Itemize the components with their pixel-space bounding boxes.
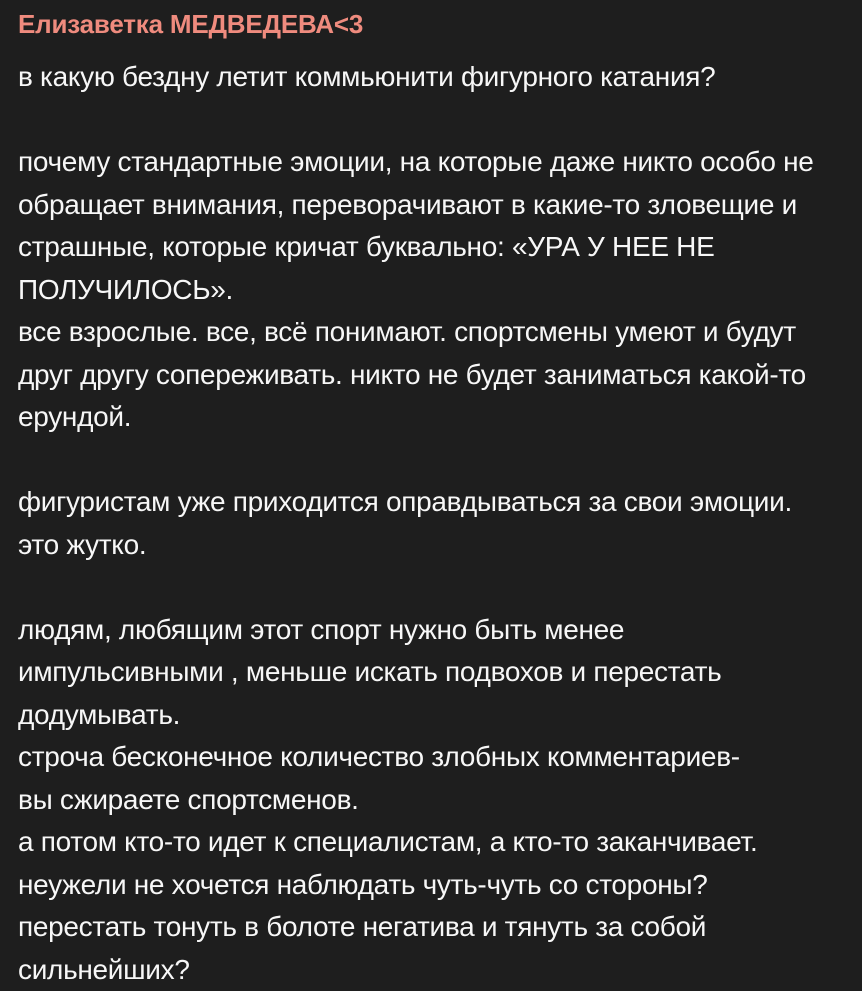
post-text-line: это жутко. [18,524,852,567]
post-text-line: все взрослые. все, всё понимают. спортсмены умеют и будут [18,311,852,354]
post-text-line: сильнейших? [18,949,852,991]
post-text-line: в какую бездну летит коммьюнити фигурного катания? [18,56,852,99]
post-text-line: друг другу сопереживать. никто не будет заниматься какой-то [18,354,852,397]
post-text-line: обращает внимания, переворачивают в какие-то зловещие и [18,184,852,227]
post-text-line [18,566,852,609]
post-text-line: ПОЛУЧИЛОСЬ». [18,269,852,312]
post-text-line: додумывать. [18,694,852,737]
post-text-line [18,99,852,142]
post-text-line: фигуристам уже приходится оправдываться за свои эмоции. [18,481,852,524]
post-text-line: страшные, которые кричат буквально: «УРА У НЕЕ НЕ [18,226,852,269]
post-text-line: вы сжираете спортсменов. [18,779,852,822]
post-text-line [18,439,852,482]
post-text-line: строча бесконечное количество злобных комментариев- [18,736,852,779]
post-text-line: неужели не хочется наблюдать чуть-чуть со стороны? [18,864,852,907]
post-text-line: перестать тонуть в болоте негатива и тянуть за собой [18,906,852,949]
post-text-line: людям, любящим этот спорт нужно быть менее [18,609,852,652]
post-text-line: а потом кто-то идет к специалистам, а кто-то заканчивает. [18,821,852,864]
post-text-line: ерундой. [18,396,852,439]
post-text [18,56,852,991]
channel-name[interactable]: Елизаветка МЕДВЕДЕВА<3 [18,6,363,42]
post-text-line: почему стандартные эмоции, на которые даже никто особо не [18,141,852,184]
post-text-line: импульсивными , меньше искать подвохов и перестать [18,651,852,694]
